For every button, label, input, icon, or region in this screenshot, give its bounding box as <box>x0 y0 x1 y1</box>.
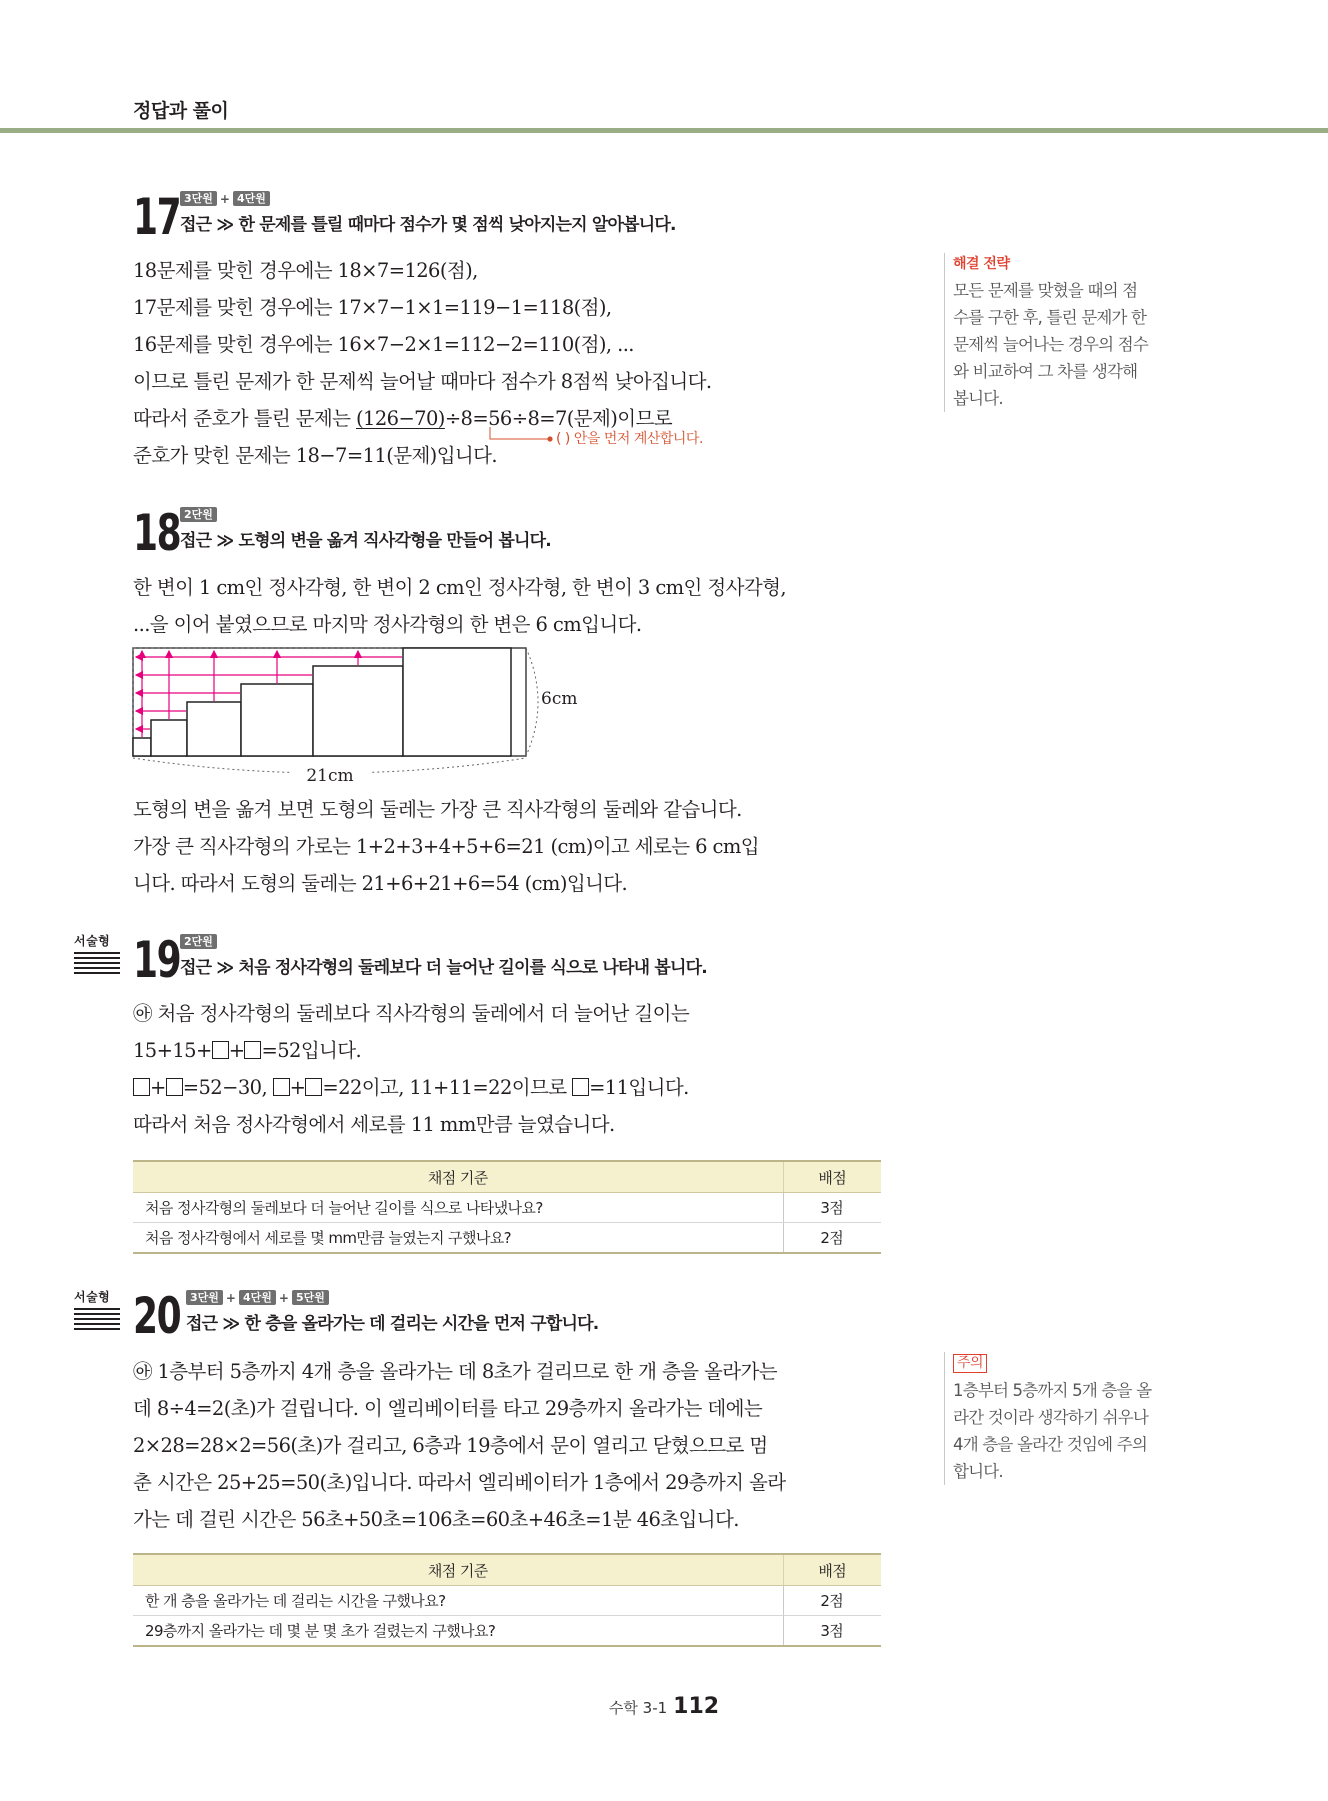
side-line: 수를 구한 후, 틀린 문제가 한 <box>953 308 1147 327</box>
question-18-number: 18 <box>133 504 181 562</box>
question-19-number: 19 <box>133 931 181 989</box>
text-run: =52−30, <box>182 1076 273 1099</box>
text-run: + <box>228 1039 245 1062</box>
q20-line: 2×28=28×2=56(초)가 걸리고, 6층과 19층에서 문이 열리고 닫혔으므로 멈 <box>133 1434 768 1457</box>
text-run: ÷8=56÷8=7(문제)이므로 <box>444 407 673 430</box>
q18-line: 한 변이 1 cm인 정사각형, 한 변이 2 cm인 정사각형, 한 변이 3 cm인 정사각형, <box>133 576 786 599</box>
tag-plus: + <box>225 1290 236 1305</box>
blank-box <box>212 1041 229 1059</box>
side-title: 주의 <box>953 1354 987 1373</box>
table-row <box>133 1223 881 1254</box>
side-caution-box <box>944 1352 1185 1485</box>
square-6cm <box>403 648 511 756</box>
unit-tag: 3단원 <box>180 191 217 206</box>
q18-line: ...을 이어 붙였으므로 마지막 정사각형의 한 변은 6 cm입니다. <box>133 613 642 636</box>
question-19-tags <box>180 934 217 949</box>
q17-line: 이므로 틀린 문제가 한 문제씩 늘어날 때마다 점수가 8점씩 낮아집니다. <box>133 370 712 393</box>
question-17-tags <box>180 191 270 206</box>
side-line: 모든 문제를 맞혔을 때의 점 <box>953 281 1138 300</box>
page-header-title: 정답과 풀이 <box>133 100 229 122</box>
q19-line <box>133 1035 361 1063</box>
table-row <box>133 1193 881 1223</box>
criteria-header: 채점 기준 <box>133 1554 783 1586</box>
side-line: 4개 층을 올라간 것임에 주의 <box>953 1435 1148 1454</box>
side-title: 해결 전략 <box>953 256 1010 272</box>
essay-type-badge <box>74 932 120 977</box>
essay-type-label: 서술형 <box>74 934 111 948</box>
criteria-cell: 한 개 층을 올라가는 데 걸리는 시간을 구했나요? <box>133 1586 783 1616</box>
unit-tag: 2단원 <box>180 507 217 522</box>
q18-line: 가장 큰 직사각형의 가로는 1+2+3+4+5+6=21 (cm)이고 세로는 6 cm입 <box>133 835 759 858</box>
text-run: =52입니다. <box>261 1039 362 1062</box>
points-cell: 2점 <box>783 1586 881 1616</box>
side-text <box>953 277 1185 412</box>
unit-tag: 4단원 <box>233 191 270 206</box>
text-run: 따라서 준호가 틀린 문제는 <box>133 407 357 430</box>
criteria-header: 채점 기준 <box>133 1161 783 1193</box>
q17-line: 준호가 맞힌 문제는 18−7=11(문제)입니다. <box>133 444 498 467</box>
points-header: 배점 <box>783 1554 881 1586</box>
criteria-cell: 처음 정사각형에서 세로를 몇 mm만큼 늘였는지 구했나요? <box>133 1223 783 1254</box>
text-run: 15+15+ <box>133 1039 212 1062</box>
text-run: + <box>150 1076 166 1099</box>
side-line: 봅니다. <box>953 389 1003 408</box>
essay-type-label: 서술형 <box>74 1290 111 1304</box>
tag-plus: + <box>219 191 230 206</box>
q17-line: 16문제를 맞힌 경우에는 16×7−2×1=112−2=110(점), ... <box>133 333 634 356</box>
q17-line: 18문제를 맞힌 경우에는 18×7=126(점), <box>133 259 478 282</box>
question-17-approach: 접근 ≫ 한 문제를 틀릴 때마다 점수가 몇 점씩 낮아지는지 알아봅니다. <box>180 215 676 235</box>
question-20-number: 20 <box>133 1287 181 1345</box>
side-line: 1층부터 5층까지 5개 층을 올 <box>953 1381 1152 1400</box>
question-20-tags <box>186 1290 329 1305</box>
tag-plus: + <box>278 1290 289 1305</box>
page-footer <box>0 1694 1328 1719</box>
page-number: 112 <box>673 1694 720 1719</box>
question-18-tags <box>180 507 217 522</box>
table-row <box>133 1586 881 1616</box>
blank-box <box>305 1078 322 1096</box>
height-label: 6cm <box>541 689 578 709</box>
points-header: 배점 <box>783 1161 881 1193</box>
q20-scoring-table <box>133 1553 881 1647</box>
square-2cm <box>151 720 187 756</box>
unit-tag: 2단원 <box>180 934 217 949</box>
essay-lines-icon <box>74 952 120 974</box>
side-line: 문제씩 늘어나는 경우의 점수 <box>953 335 1149 354</box>
square-4cm <box>241 684 313 756</box>
square-1cm <box>133 738 151 756</box>
callout-connector <box>480 425 560 449</box>
q18-line: 도형의 변을 옮겨 보면 도형의 둘레는 가장 큰 직사각형의 둘레와 같습니다. <box>133 798 742 821</box>
points-cell: 3점 <box>783 1616 881 1647</box>
question-18-approach: 접근 ≫ 도형의 변을 옮겨 직사각형을 만들어 봅니다. <box>180 531 551 551</box>
points-cell: 3점 <box>783 1193 881 1223</box>
square-5cm <box>313 666 403 756</box>
side-line: 합니다. <box>953 1462 1003 1481</box>
blank-box <box>273 1078 290 1096</box>
unit-tag: 3단원 <box>186 1290 223 1305</box>
q19-line: 따라서 처음 정사각형에서 세로를 11 mm만큼 늘였습니다. <box>133 1113 615 1136</box>
essay-lines-icon <box>74 1308 120 1330</box>
side-text <box>953 1377 1185 1485</box>
q20-line: ㉵ 1층부터 5층까지 4개 층을 올라가는 데 8초가 걸리므로 한 개 층을 올라가는 <box>133 1360 777 1383</box>
points-cell: 2점 <box>783 1223 881 1254</box>
text-run: =22이고, 11+11=22이므로 <box>322 1076 573 1099</box>
q19-line: ㉵ 처음 정사각형의 둘레보다 직사각형의 둘레에서 더 늘어난 길이는 <box>133 1002 690 1025</box>
side-line: 와 비교하여 그 차를 생각해 <box>953 362 1138 381</box>
blank-box <box>166 1078 183 1096</box>
width-label: 21cm <box>306 766 354 786</box>
blank-box <box>572 1078 589 1096</box>
height-dimension-curve <box>526 648 538 756</box>
header-rule <box>0 128 1328 133</box>
question-20-approach: 접근 ≫ 한 층을 올라가는 데 걸리는 시간을 먼저 구합니다. <box>186 1314 599 1334</box>
table-header-row <box>133 1554 881 1586</box>
q17-line <box>133 403 672 431</box>
staircase-figure <box>120 640 580 790</box>
table-header-row <box>133 1161 881 1193</box>
question-17-number: 17 <box>133 188 181 246</box>
text-run: =11입니다. <box>589 1076 689 1099</box>
q20-line: 춘 시간은 25+25=50(초)입니다. 따라서 엘리베이터가 1층에서 29층까지 올라 <box>133 1471 786 1494</box>
text-run: + <box>289 1076 306 1099</box>
square-3cm <box>187 702 241 756</box>
q18-line: 니다. 따라서 도형의 둘레는 21+6+21+6=54 (cm)입니다. <box>133 872 628 895</box>
callout-note: ( ) 안을 먼저 계산합니다. <box>556 431 703 447</box>
side-strategy-box <box>944 253 1185 412</box>
unit-tag: 4단원 <box>239 1290 276 1305</box>
q20-line: 가는 데 걸린 시간은 56초+50초=106초=60초+46초=1분 46초입니다. <box>133 1508 739 1531</box>
blank-box <box>133 1078 150 1096</box>
q20-line: 데 8÷4=2(초)가 걸립니다. 이 엘리베이터를 타고 29층까지 올라가는 데에는 <box>133 1397 763 1420</box>
criteria-cell: 처음 정사각형의 둘레보다 더 늘어난 길이를 식으로 나타냈나요? <box>133 1193 783 1223</box>
q19-line <box>133 1072 689 1100</box>
q17-line: 17문제를 맞힌 경우에는 17×7−1×1=119−1=118(점), <box>133 296 612 319</box>
side-line: 라간 것이라 생각하기 쉬우나 <box>953 1408 1149 1427</box>
q19-scoring-table <box>133 1160 881 1254</box>
footer-subject: 수학 3-1 <box>608 1699 668 1717</box>
unit-tag: 5단원 <box>292 1290 329 1305</box>
parenthesis-expression: (126−70) <box>356 407 445 430</box>
essay-type-badge <box>74 1288 120 1333</box>
criteria-cell: 29층까지 올라가는 데 몇 분 몇 초가 걸렸는지 구했나요? <box>133 1616 783 1647</box>
table-row <box>133 1616 881 1647</box>
blank-box <box>244 1041 261 1059</box>
question-19-approach: 접근 ≫ 처음 정사각형의 둘레보다 더 늘어난 길이를 식으로 나타내 봅니다. <box>180 958 707 978</box>
